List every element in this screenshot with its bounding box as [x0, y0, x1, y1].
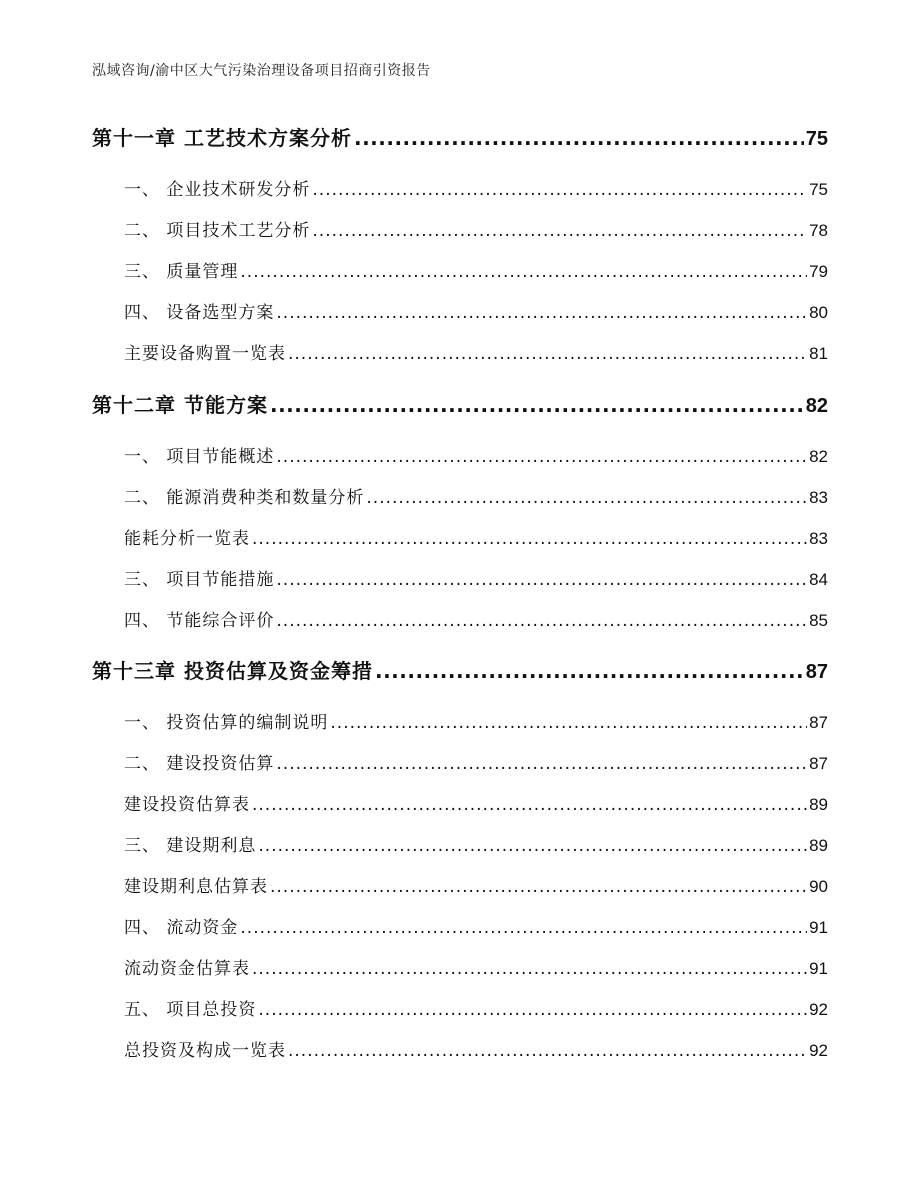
toc-page-number: 89: [809, 795, 828, 814]
toc-dot-leader: [258, 1000, 807, 1020]
document-header: 泓域咨询/渝中区大气污染治理设备项目招商引资报告: [92, 63, 431, 79]
toc-entry-label: 一、 项目节能概述: [124, 447, 275, 467]
toc-entry-label: 建设期利息估算表: [124, 877, 268, 897]
toc-dot-leader: [252, 795, 807, 815]
toc-page-number: 82: [809, 447, 828, 466]
toc-dot-leader: [312, 221, 807, 241]
toc-page-number: 75: [805, 128, 828, 150]
toc-table-entry[interactable]: [92, 872, 828, 898]
toc-dot-leader: [312, 180, 807, 200]
toc-page-number: 80: [809, 303, 828, 322]
toc-page-number: 85: [809, 611, 828, 630]
toc-page-number: 91: [809, 918, 828, 937]
toc-section[interactable]: [92, 995, 828, 1021]
toc-entry-label: 四、 设备选型方案: [124, 303, 275, 323]
toc-dot-leader: [276, 570, 807, 590]
toc-page-number: 87: [805, 661, 828, 683]
toc-dot-leader: [366, 488, 807, 508]
toc-entry-label: 四、 流动资金: [124, 918, 239, 938]
toc-dot-leader: [240, 262, 807, 282]
toc-page-number: 83: [809, 529, 828, 548]
toc-section[interactable]: [92, 257, 828, 283]
toc-dot-leader: [270, 877, 807, 897]
toc-section[interactable]: [92, 483, 828, 509]
toc-entry-label: 建设投资估算表: [124, 795, 250, 815]
toc-chapter-12[interactable]: [92, 389, 828, 419]
toc-entry-label: 三、 质量管理: [124, 262, 239, 282]
toc-table-entry[interactable]: [92, 524, 828, 550]
toc-section[interactable]: [92, 749, 828, 775]
toc-section[interactable]: [92, 913, 828, 939]
toc-dot-leader: [276, 754, 807, 774]
toc-entry-label: 第十一章 工艺技术方案分析: [92, 126, 352, 150]
toc-section[interactable]: [92, 708, 828, 734]
toc-section[interactable]: [92, 831, 828, 857]
toc-entry-label: 三、 建设期利息: [124, 836, 257, 856]
toc-page-number: 75: [809, 180, 828, 199]
toc-dot-leader: [354, 126, 804, 150]
toc-page-number: 90: [809, 877, 828, 896]
toc-table-entry[interactable]: [92, 954, 828, 980]
toc-entry-label: 二、 建设投资估算: [124, 754, 275, 774]
toc-entry-label: 能耗分析一览表: [124, 529, 250, 549]
toc-dot-leader: [276, 447, 807, 467]
toc-entry-label: 主要设备购置一览表: [124, 344, 286, 364]
toc-page-number: 83: [809, 488, 828, 507]
toc-dot-leader: [258, 836, 807, 856]
toc-dot-leader: [270, 393, 804, 417]
toc-dot-leader: [288, 344, 807, 364]
toc-chapter-11[interactable]: [92, 122, 828, 152]
toc-entry-label: 四、 节能综合评价: [124, 611, 275, 631]
toc-dot-leader: [330, 713, 807, 733]
toc-page-number: 92: [809, 1041, 828, 1060]
toc-entry-label: 总投资及构成一览表: [124, 1041, 286, 1061]
toc-section[interactable]: [92, 442, 828, 468]
toc-page-number: 87: [809, 754, 828, 773]
toc-table-entry[interactable]: [92, 1036, 828, 1062]
toc-dot-leader: [375, 659, 804, 683]
toc-page-number: 87: [809, 713, 828, 732]
toc-page-number: 92: [809, 1000, 828, 1019]
toc-page-number: 79: [809, 262, 828, 281]
toc-page-number: 91: [809, 959, 828, 978]
toc-entry-label: 第十二章 节能方案: [92, 393, 268, 417]
toc-entry-label: 五、 项目总投资: [124, 1000, 257, 1020]
toc-entry-label: 一、 投资估算的编制说明: [124, 713, 329, 733]
toc-table-entry[interactable]: [92, 339, 828, 365]
toc-dot-leader: [288, 1041, 807, 1061]
toc-dot-leader: [276, 611, 807, 631]
toc-entry-label: 三、 项目节能措施: [124, 570, 275, 590]
toc-page-number: 84: [809, 570, 828, 589]
toc-dot-leader: [252, 529, 807, 549]
toc-entry-label: 流动资金估算表: [124, 959, 250, 979]
toc-dot-leader: [252, 959, 807, 979]
toc-page-number: 82: [805, 395, 828, 417]
toc-page-number: 89: [809, 836, 828, 855]
toc-section[interactable]: [92, 606, 828, 632]
toc-section[interactable]: [92, 216, 828, 242]
toc-entry-label: 二、 项目技术工艺分析: [124, 221, 311, 241]
toc-page-number: 78: [809, 221, 828, 240]
toc-page-number: 81: [809, 344, 828, 363]
toc-dot-leader: [240, 918, 807, 938]
toc-table-entry[interactable]: [92, 790, 828, 816]
toc-chapter-13[interactable]: [92, 655, 828, 685]
toc-section[interactable]: [92, 298, 828, 324]
toc-section[interactable]: [92, 175, 828, 201]
toc-dot-leader: [276, 303, 807, 323]
toc-entry-label: 一、 企业技术研发分析: [124, 180, 311, 200]
toc-entry-label: 第十三章 投资估算及资金筹措: [92, 659, 373, 683]
toc-section[interactable]: [92, 565, 828, 591]
toc-entry-label: 二、 能源消费种类和数量分析: [124, 488, 365, 508]
